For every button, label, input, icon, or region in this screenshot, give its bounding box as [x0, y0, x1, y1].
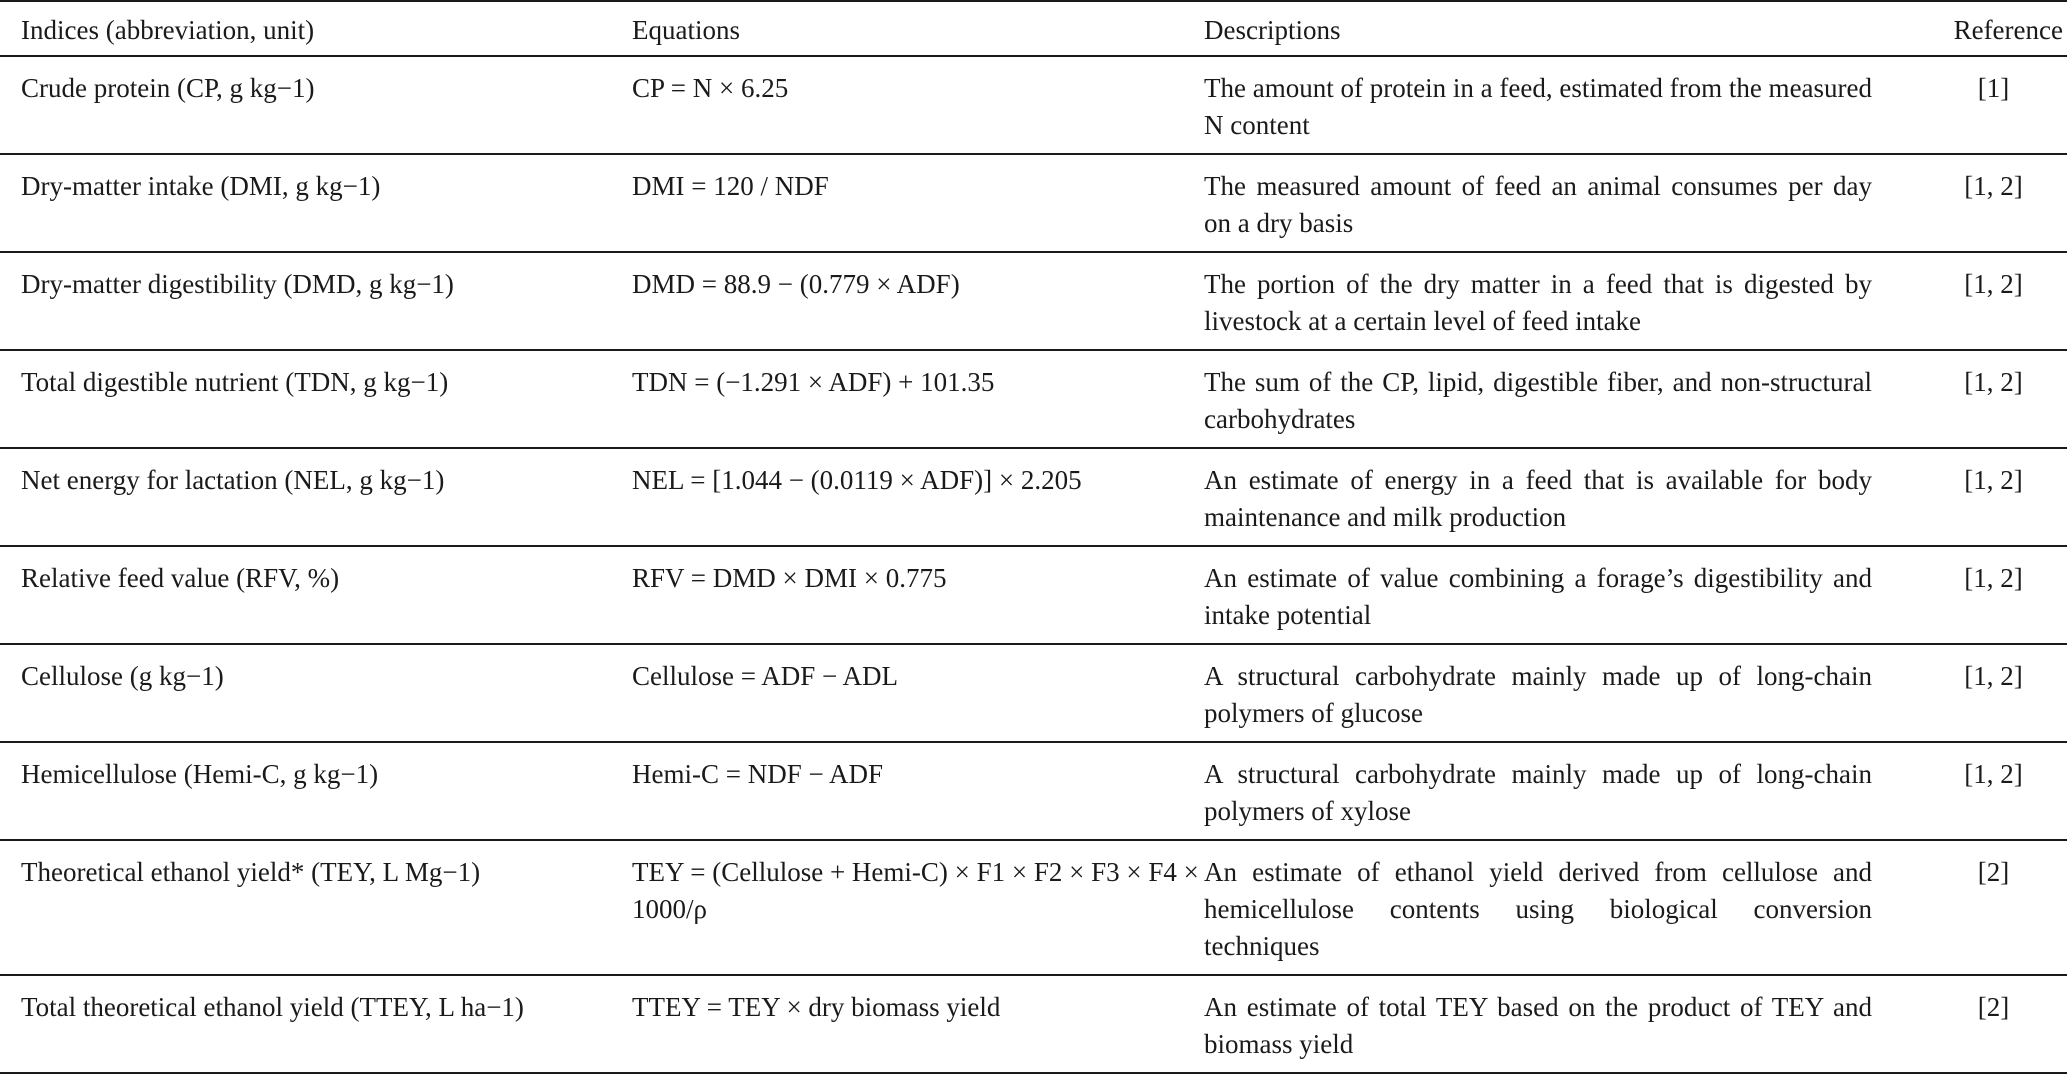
- header-row: [0, 1, 2067, 56]
- header-equations: Equations: [632, 1, 1204, 56]
- table-row: [0, 546, 2067, 644]
- index-cell: Total theoretical ethanol yield (TTEY, L ha−1): [21, 992, 524, 1022]
- description-cell: An estimate of energy in a feed that is available for body maintenance and milk production: [1204, 465, 1872, 532]
- reference-cell: [2]: [1977, 857, 2010, 887]
- equation-cell: TTEY = TEY × dry biomass yield: [632, 992, 1001, 1022]
- equation-cell: DMD = 88.9 − (0.779 × ADF): [632, 269, 960, 299]
- index-cell: Net energy for lactation (NEL, g kg−1): [21, 465, 445, 495]
- equation-cell: Cellulose = ADF − ADL: [632, 661, 898, 691]
- table-row: [0, 840, 2067, 975]
- index-cell: Hemicellulose (Hemi-C, g kg−1): [21, 759, 379, 789]
- reference-cell: [2]: [1977, 992, 2010, 1022]
- description-cell: The amount of protein in a feed, estimated from the measured N content: [1204, 73, 1873, 140]
- header-indices: Indices (abbreviation, unit): [0, 1, 632, 56]
- table-body: [0, 56, 2067, 1073]
- table-header: [0, 1, 2067, 56]
- description-cell: An estimate of value combining a forage’s digestibility and intake potential: [1204, 563, 1872, 630]
- description-cell: The portion of the dry matter in a feed that is digested by livestock at a certain level of feed intake: [1204, 269, 1872, 336]
- reference-cell: [1, 2]: [1964, 759, 2023, 789]
- equation-cell: RFV = DMD × DMI × 0.775: [632, 563, 947, 593]
- table-row: [0, 742, 2067, 840]
- index-cell: Dry-matter digestibility (DMD, g kg−1): [21, 269, 454, 299]
- description-cell: A structural carbohydrate mainly made up of long-chain polymers of glucose: [1204, 661, 1872, 728]
- index-cell: Dry-matter intake (DMI, g kg−1): [21, 171, 381, 201]
- table-row: [0, 56, 2067, 154]
- equation-cell: Hemi-C = NDF − ADF: [632, 759, 883, 789]
- table-row: [0, 975, 2067, 1073]
- index-cell: Crude protein (CP, g kg−1): [21, 73, 315, 103]
- reference-cell: [1, 2]: [1964, 269, 2023, 299]
- description-cell: An estimate of total TEY based on the product of TEY and biomass yield: [1204, 992, 1872, 1059]
- reference-cell: [1]: [1977, 73, 2010, 103]
- equation-cell: CP = N × 6.25: [632, 73, 789, 103]
- reference-cell: [1, 2]: [1964, 661, 2023, 691]
- header-descriptions: Descriptions: [1204, 1, 1920, 56]
- table-row: [0, 154, 2067, 252]
- equation-cell: DMI = 120 / NDF: [632, 171, 829, 201]
- description-cell: The sum of the CP, lipid, digestible fiber, and non-structural carbohydrates: [1204, 367, 1872, 434]
- header-reference: Reference: [1920, 1, 2067, 56]
- reference-cell: [1, 2]: [1964, 171, 2023, 201]
- index-cell: Relative feed value (RFV, %): [21, 563, 340, 593]
- table-row: [0, 448, 2067, 546]
- reference-cell: [1, 2]: [1964, 563, 2023, 593]
- description-cell: An estimate of ethanol yield derived from cellulose and hemicellulose contents using biological conversion techniques: [1204, 857, 1872, 961]
- index-cell: Total digestible nutrient (TDN, g kg−1): [21, 367, 449, 397]
- equation-cell: TEY = (Cellulose + Hemi-C) × F1 × F2 × F3 × F4 × 1000/ρ: [632, 857, 1199, 924]
- table-row: [0, 252, 2067, 350]
- reference-cell: [1, 2]: [1964, 367, 2023, 397]
- table-row: [0, 350, 2067, 448]
- index-cell: Cellulose (g kg−1): [21, 661, 224, 691]
- equation-cell: NEL = [1.044 − (0.0119 × ADF)] × 2.205: [632, 465, 1082, 495]
- reference-cell: [1, 2]: [1964, 465, 2023, 495]
- description-cell: A structural carbohydrate mainly made up of long-chain polymers of xylose: [1204, 759, 1872, 826]
- index-cell: Theoretical ethanol yield* (TEY, L Mg−1): [21, 857, 481, 887]
- description-cell: The measured amount of feed an animal consumes per day on a dry basis: [1204, 171, 1872, 238]
- table-row: [0, 644, 2067, 742]
- equation-cell: TDN = (−1.291 × ADF) + 101.35: [632, 367, 995, 397]
